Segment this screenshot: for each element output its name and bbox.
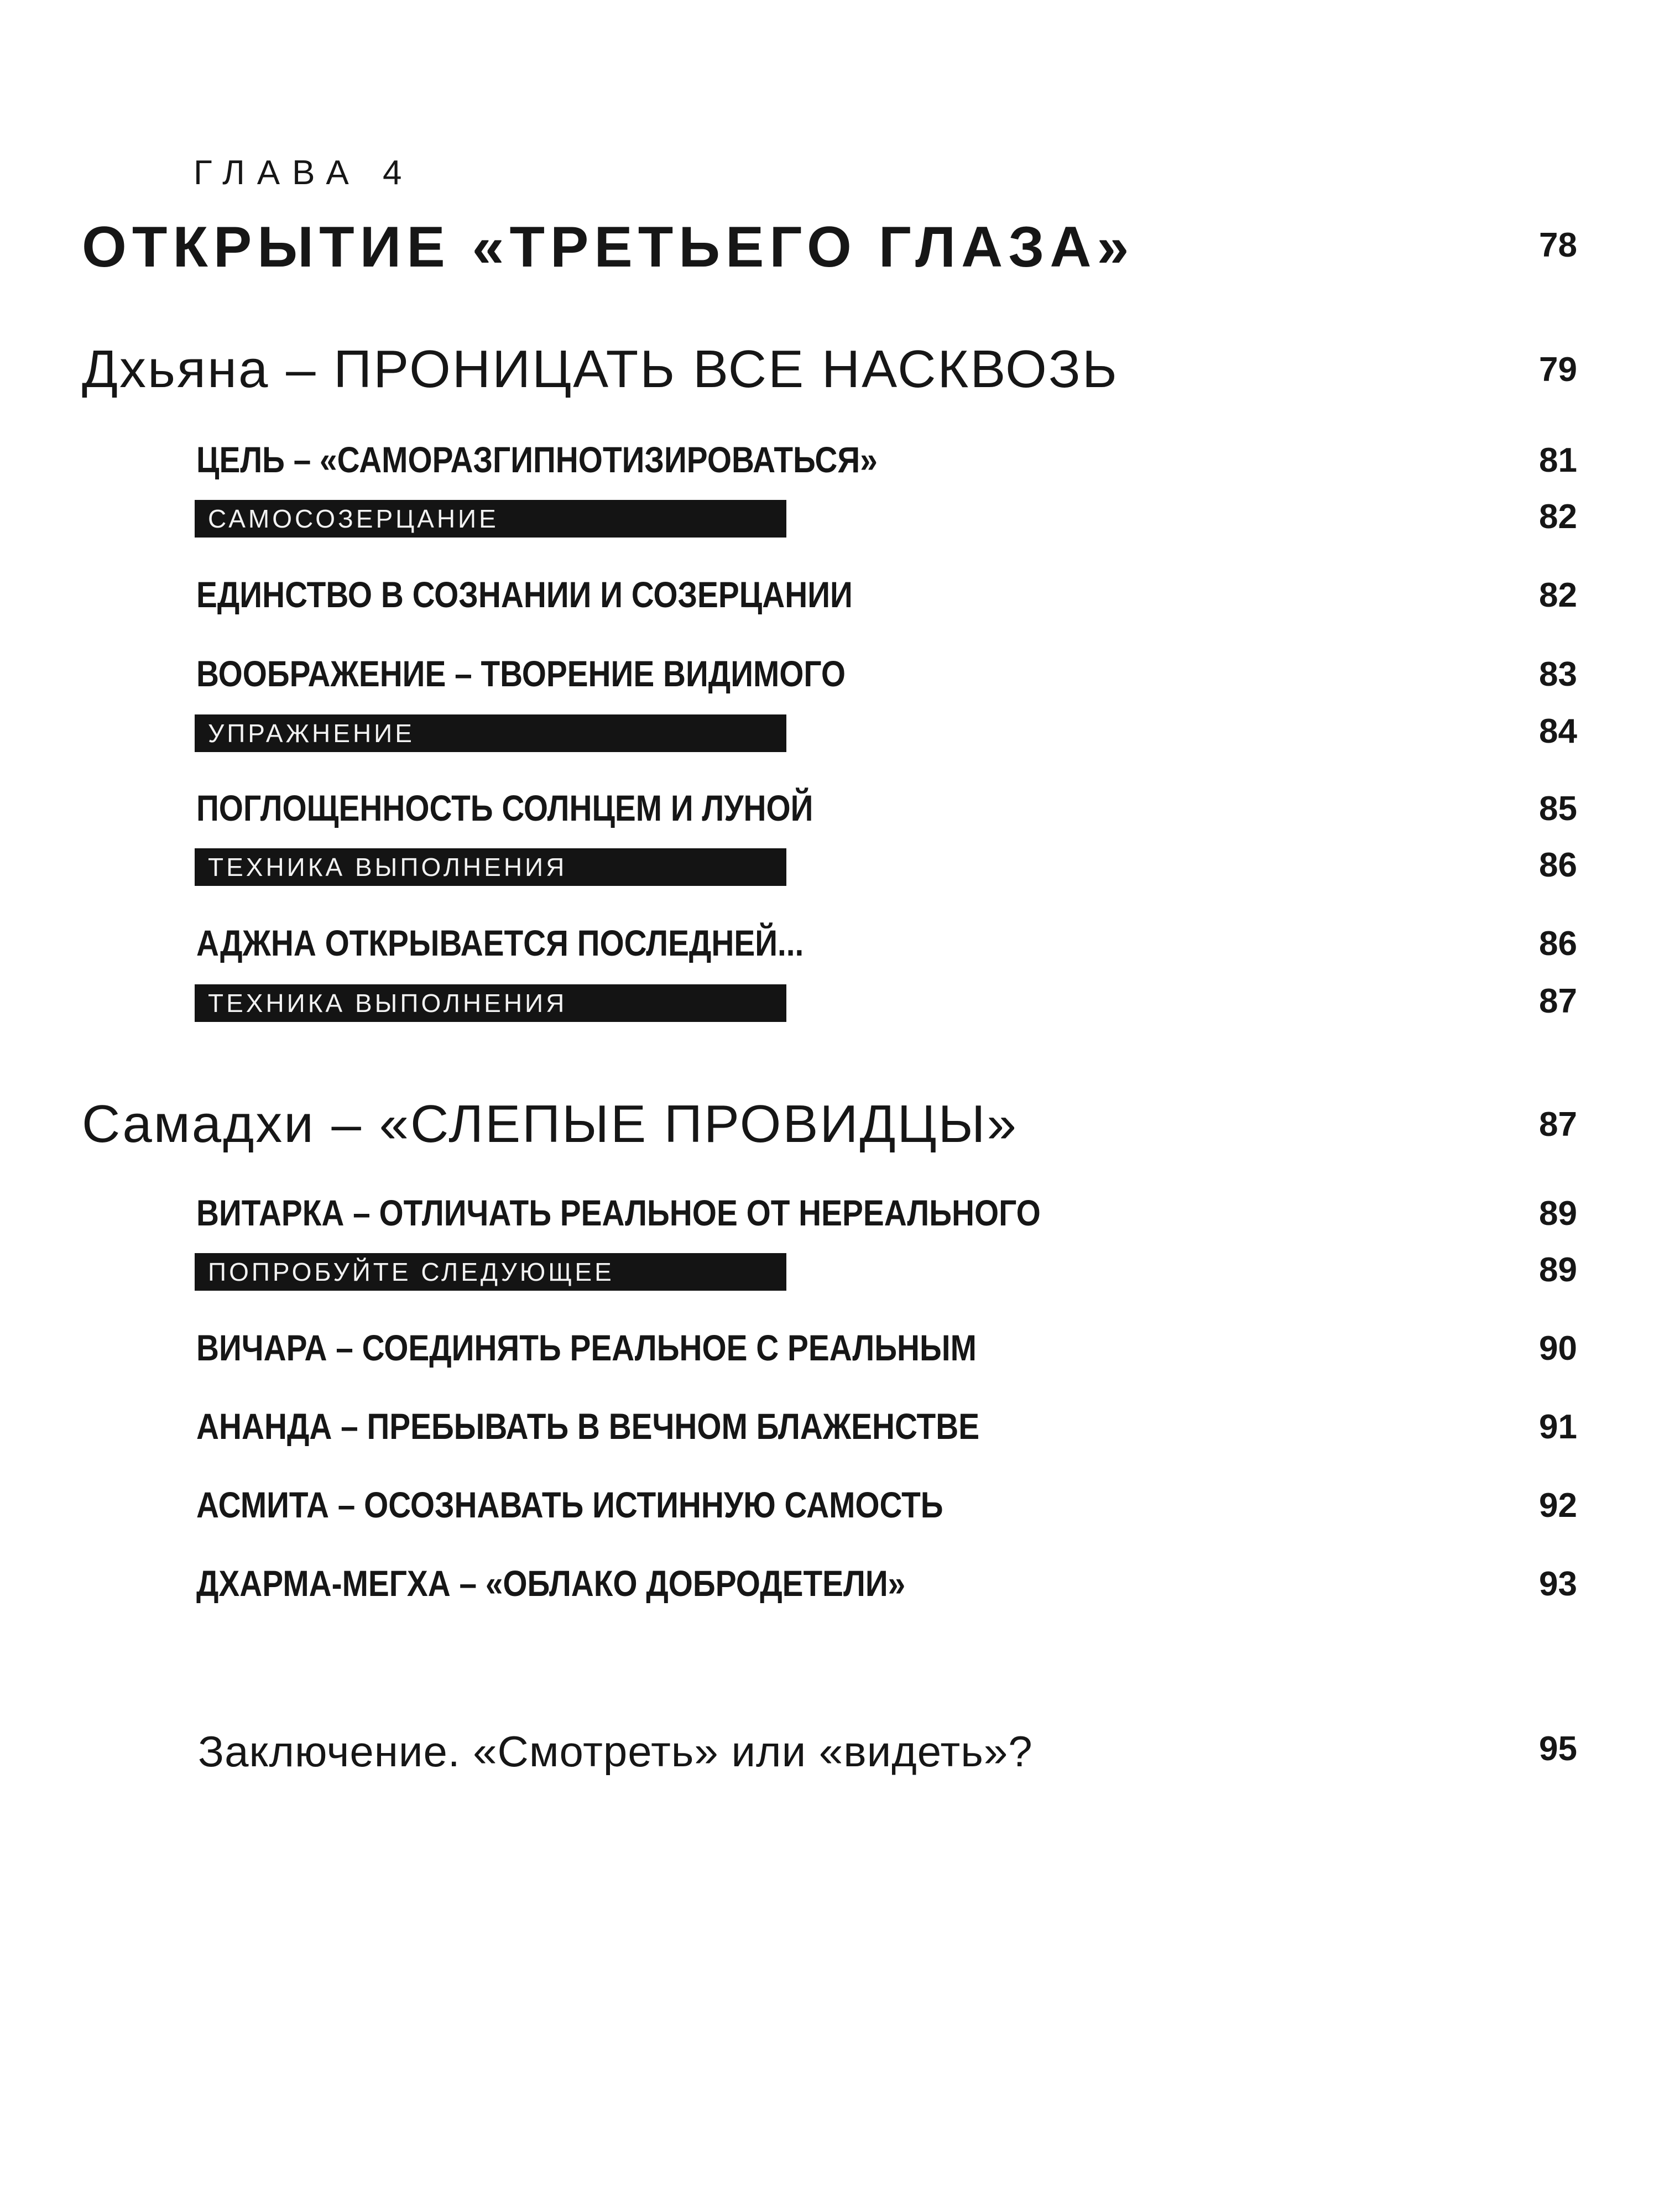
entry-page-number: 87 [1539,982,1577,1020]
section-page-number: 87 [1539,1105,1577,1144]
entry-highlight-label: УПРАЖНЕНИЕ [195,714,786,752]
entry-page-number: 89 [1539,1251,1577,1289]
chapter-title: ОТКРЫТИЕ «ТРЕТЬЕГО ГЛАЗА» [82,215,1135,279]
entry-page-number: 92 [1539,1486,1577,1525]
chapter-label: ГЛАВА 4 [194,154,414,192]
entry-page-number: 84 [1539,712,1577,750]
entry-page-number: 91 [1539,1408,1577,1446]
entry-title: ВООБРАЖЕНИЕ – ТВОРЕНИЕ ВИДИМОГО [196,653,846,694]
entry-page-number: 82 [1539,576,1577,614]
entry-title: ПОГЛОЩЕННОСТЬ СОЛНЦЕМ И ЛУНОЙ [196,787,813,828]
entry-highlight-label: ПОПРОБУЙТЕ СЛЕДУЮЩЕЕ [195,1253,786,1291]
entry-title: ЕДИНСТВО В СОЗНАНИИ И СОЗЕРЦАНИИ [196,574,853,615]
entry-title: ВИЧАРА – СОЕДИНЯТЬ РЕАЛЬНОЕ С РЕАЛЬНЫМ [196,1327,977,1368]
entry-page-number: 86 [1539,846,1577,884]
entry-title: ДХАРМА-МЕГХА – «ОБЛАКО ДОБРОДЕТЕЛИ» [196,1563,906,1604]
entry-title: ВИТАРКА – ОТЛИЧАТЬ РЕАЛЬНОЕ ОТ НЕРЕАЛЬНОГО [196,1192,1041,1233]
entry-title: АДЖНА ОТКРЫВАЕТСЯ ПОСЛЕДНЕЙ... [196,922,804,963]
entry-page-number: 86 [1539,925,1577,963]
conclusion-page-number: 95 [1539,1730,1577,1768]
entry-highlight-label: ТЕХНИКА ВЫПОЛНЕНИЯ [195,848,786,886]
conclusion-title: Заключение. «Смотреть» или «видеть»? [198,1727,1033,1776]
section-page-number: 79 [1539,351,1577,389]
section-title: Самадхи – «СЛЕПЫЕ ПРОВИДЦЫ» [82,1094,1018,1154]
chapter-page-number: 78 [1539,226,1577,264]
entry-title: АНАНДА – ПРЕБЫВАТЬ В ВЕЧНОМ БЛАЖЕНСТВЕ [196,1406,980,1447]
entry-page-number: 89 [1539,1194,1577,1233]
entry-title: АСМИТА – ОСОЗНАВАТЬ ИСТИННУЮ САМОСТЬ [196,1484,943,1525]
entry-page-number: 83 [1539,655,1577,693]
entry-page-number: 82 [1539,498,1577,536]
entry-highlight-label: САМОСОЗЕРЦАНИЕ [195,500,786,538]
entry-page-number: 81 [1539,441,1577,479]
entry-page-number: 90 [1539,1329,1577,1368]
entry-highlight-label: ТЕХНИКА ВЫПОЛНЕНИЯ [195,984,786,1022]
entry-page-number: 93 [1539,1565,1577,1603]
entry-page-number: 85 [1539,790,1577,828]
entry-title: ЦЕЛЬ – «САМОРАЗГИПНОТИЗИРОВАТЬСЯ» [196,439,878,480]
section-title: Дхьяна – ПРОНИЦАТЬ ВСЕ НАСКВОЗЬ [82,340,1119,399]
